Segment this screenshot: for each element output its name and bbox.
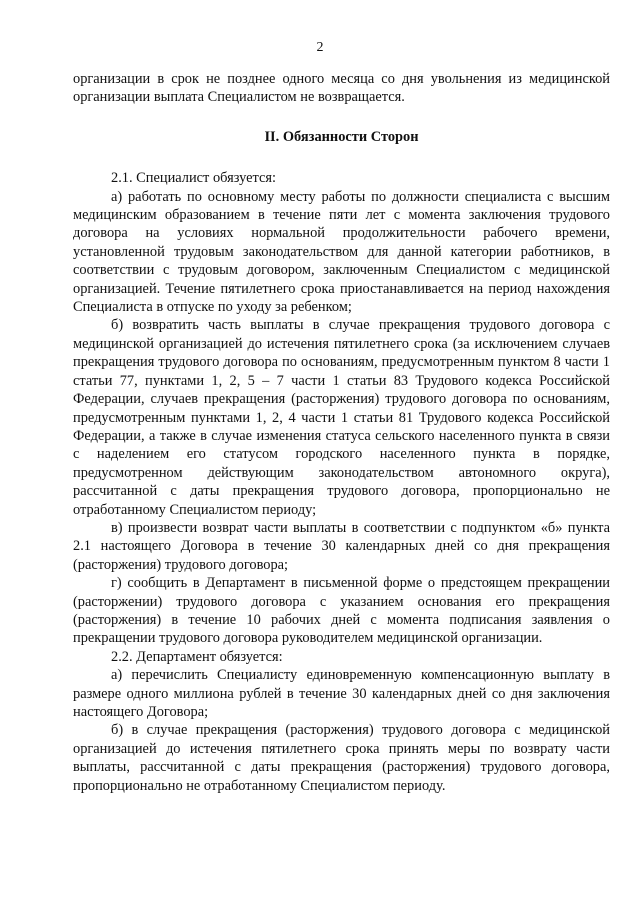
clause-2-2-b: б) в случае прекращения (расторжения) трудового договора с медицинской организацией до истечения пятилетнего срока принять меры по возврату части выплаты, рассчитанной с даты прекращения (расторжения) трудового договора, пропорционально не отработанному Специалистом периоду. (73, 722, 610, 794)
clause-2-2-a: а) перечислить Специалисту единовременную компенсационную выплату в размере одного миллиона рублей в течение 30 календарных дней со дня заключения настоящего Договора; (73, 667, 610, 720)
document-body (73, 70, 610, 795)
clause-2-1-g: г) сообщить в Департамент в письменной форме о предстоящем прекращении (расторжении) трудового договора с указанием основания его прекращения (расторжения) в течение 10 рабочих дней с момента подписания заявления о прекращении трудового договора руководителем медицинской организации. (73, 575, 610, 647)
clause-2-1-title: 2.1. Специалист обязуется: (111, 170, 276, 187)
clause-2-1-b: б) возвратить часть выплаты в случае прекращения трудового договора с медицинской организацией до истечения пятилетнего срока (за исключением случаев прекращения трудового договора по основаниям, предусмотренным пунктом 8 части 1 статьи 77, пунктами 1, 2, 5 – 7 части 1 статьи 83 Трудового кодекса Российской Федерации, случаев прекращения (расторжения) трудового договора по основаниям, предусмотренным пунктами 1, 2, 4 части 1 статьи 81 Трудового кодекса Российской Федерации, а также в случае изменения статуса сельского населенного пункта в связи с наделением его статусом городского населенного пункта в порядке, предусмотренном действующим законодательством автономного округа), рассчитанной с даты прекращения трудового договора, пропорционально не отработанному Специалистом периоду; (73, 317, 610, 518)
intro-paragraph: организации в срок не позднее одного месяца со дня увольнения из медицинской организации выплата Специалистом не возвращается. (73, 71, 610, 106)
clause-2-1-a: а) работать по основному месту работы по должности специалиста с высшим медицинским образованием в течение пяти лет с момента заключения трудового договора на условиях нормальной продолжительности рабочего времени, установленной трудовым законодательством для данной категории работников, в соответствии с трудовым договором, заключенным Специалистом с медицинской организацией. Течение пятилетнего срока приостанавливается на период нахождения Специалиста в отпуске по уходу за ребенком; (73, 188, 610, 316)
clause-2-2-title: 2.2. Департамент обязуется: (111, 648, 283, 665)
page-number: 2 (316, 40, 324, 55)
clause-2-1-v: в) произвести возврат части выплаты в соответствии с подпунктом «б» пункта 2.1 настоящего Договора в течение 30 календарных дней со дня прекращения (расторжения) трудового договора; (73, 519, 610, 573)
section-heading: II. Обязанности Сторон (264, 128, 419, 145)
